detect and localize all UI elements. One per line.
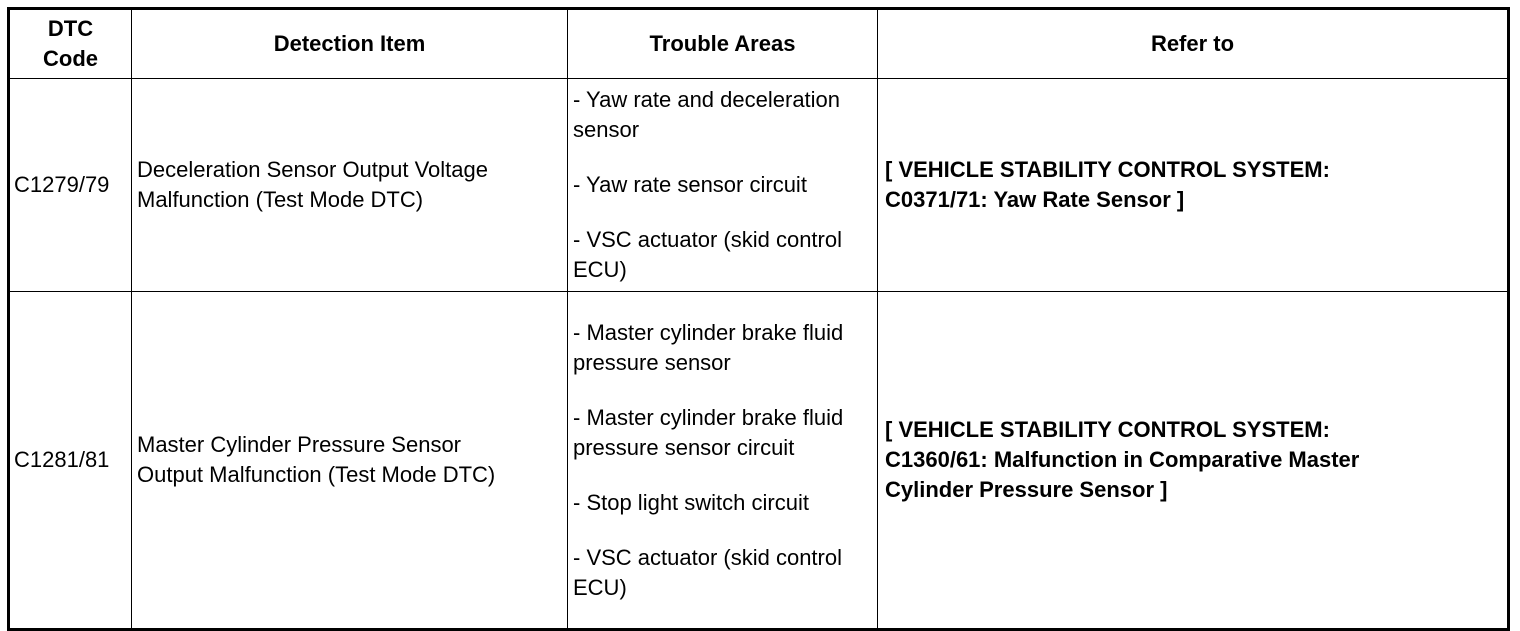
refer-to-line: [ VEHICLE STABILITY CONTROL SYSTEM: [885, 157, 1330, 182]
table-row [9, 79, 1509, 292]
dtc-code-cell: C1281/81 [9, 292, 132, 630]
detection-item-cell [132, 79, 568, 292]
header-refer-to: Refer to [878, 9, 1509, 79]
detection-item-line: Master Cylinder Pressure Sensor [137, 432, 462, 457]
detection-item-line: Output Malfunction (Test Mode DTC) [137, 462, 496, 487]
trouble-area-item: - Master cylinder brake fluid pressure sensor circuit [573, 404, 844, 460]
refer-to-line: C0371/71: Yaw Rate Sensor ] [885, 187, 1185, 212]
refer-to-cell [878, 292, 1509, 630]
detection-item-cell [132, 292, 568, 630]
refer-to-line: C1360/61: Malfunction in Comparative Master [885, 447, 1360, 472]
trouble-area-item: - Yaw rate sensor circuit [573, 172, 807, 197]
header-dtc-code-line2: Code [43, 46, 98, 71]
detection-item-line: Deceleration Sensor Output Voltage [137, 157, 489, 182]
trouble-areas-cell [568, 292, 878, 630]
refer-to-line: Cylinder Pressure Sensor ] [885, 477, 1168, 502]
trouble-area-item: - VSC actuator (skid control ECU) [573, 227, 842, 282]
trouble-area-item: - Yaw rate and deceleration sensor [573, 87, 841, 142]
header-trouble-areas: Trouble Areas [568, 9, 878, 79]
refer-to-line: [ VEHICLE STABILITY CONTROL SYSTEM: [885, 417, 1330, 442]
refer-to-cell [878, 79, 1509, 292]
header-detection-item: Detection Item [132, 9, 568, 79]
detection-item-line: Malfunction (Test Mode DTC) [137, 187, 424, 212]
header-dtc-code [9, 9, 132, 79]
header-row [9, 9, 1509, 79]
header-dtc-code-line1: DTC [47, 16, 94, 41]
trouble-areas-cell [568, 79, 878, 292]
dtc-code-cell: C1279/79 [9, 79, 132, 292]
trouble-area-item: - Stop light switch circuit [573, 489, 809, 515]
table-row [9, 292, 1509, 630]
trouble-area-item: - Master cylinder brake fluid pressure sensor [573, 319, 844, 375]
trouble-area-item: - VSC actuator (skid control ECU) [573, 544, 842, 600]
dtc-table [7, 7, 1510, 631]
